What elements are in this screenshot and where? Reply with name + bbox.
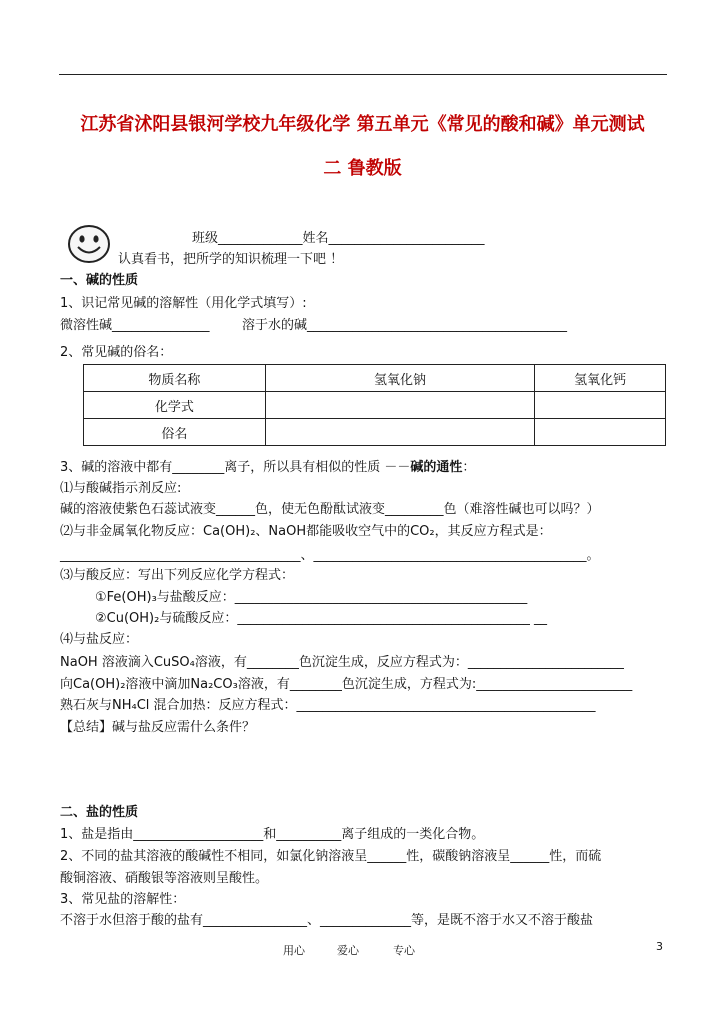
class-name-fields: 班级_____________姓名________________________ [192, 231, 485, 246]
s1-q1: 1、识记常见碱的溶解性（用化学式填写）: [60, 296, 307, 311]
s1-p1-text: 碱的溶液使紫色石蕊试液变______色，使无色酚酞试液变_________色（难溶性碱也可以吗？） [60, 502, 600, 517]
s1-summary: 【总结】碱与盐反应需什么条件？ [60, 720, 256, 735]
table-input-cell[interactable] [265, 419, 535, 446]
s1-q3-colon: ： [462, 460, 476, 475]
footer-motto-3: 专心 [393, 944, 415, 957]
s2-q1: 1、盐是指由____________________和__________离子组成的一类化合物。 [60, 827, 485, 842]
s1-q1-line-b: 溶于水的碱________________________________________ [242, 318, 568, 333]
table-header-row [84, 365, 666, 392]
table-input-cell[interactable] [265, 392, 535, 419]
page-number: 3 [656, 940, 663, 953]
s1-p3: ⑶与酸反应：写出下列反应化学方程式： [60, 568, 295, 583]
table-row [84, 392, 666, 419]
footer-motto-2: 爱心 [337, 944, 359, 957]
table-header-cell: 物质名称 [84, 365, 266, 392]
s1-p1: ⑴与酸碱指示剂反应: [60, 481, 182, 496]
s1-q3-bold: 碱的通性 [410, 460, 463, 475]
table-header-cell: 氢氧化钙 [535, 365, 666, 392]
table-row [84, 419, 666, 446]
s2-q3-a: 不溶于水但溶于酸的盐有________________、______________等，是既不溶于水又不溶于酸盐 [60, 913, 594, 928]
s1-p3-b: ②Cu(OH)₂与硫酸反应：_____________________________________________ __ [95, 611, 547, 626]
table-row-label: 俗名 [84, 419, 266, 446]
s1-p4-b: 向Ca(OH)₂溶液中滴加Na₂CO₃溶液，有________色沉淀生成，方程式为:________________________ [60, 677, 633, 692]
page-subtitle: 二 鲁教版 [323, 158, 402, 179]
table-row-label: 化学式 [84, 392, 266, 419]
smiley-icon [67, 224, 111, 264]
section1-heading: 一、碱的性质 [60, 273, 139, 288]
intro-text: 认真看书，把所学的知识梳理一下吧 ！ [118, 252, 344, 267]
page-title: 江苏省沭阳县银河学校九年级化学 第五单元《常见的酸和碱》单元测试 [80, 114, 645, 135]
s1-q3-text: 3、碱的溶液中都有________离子，所以具有相似的性质 －－ [60, 460, 411, 475]
section2-heading: 二、盐的性质 [60, 805, 139, 820]
header-rule [59, 74, 667, 75]
s1-q1-line-a: 微溶性碱_______________ [60, 318, 210, 333]
footer-motto-1: 用心 [283, 944, 305, 957]
s2-q2-b: 酸铜溶液、硝酸银等溶液则呈酸性。 [60, 871, 269, 886]
table-input-cell[interactable] [535, 419, 666, 446]
table-header-cell: 氢氧化钠 [265, 365, 535, 392]
table-input-cell[interactable] [535, 392, 666, 419]
s1-p4: ⑷与盐反应： [60, 632, 139, 647]
s2-q3: 3、常见盐的溶解性： [60, 892, 186, 907]
s1-p3-a: ①Fe(OH)₃与盐酸反应：_____________________________________________ [95, 590, 528, 605]
base-names-table [83, 364, 666, 446]
s1-p4-a: NaOH 溶液滴入CuSO₄溶液，有________色沉淀生成，反应方程式为：________________________ [60, 655, 624, 670]
s1-p2-line: _____________________________________、__________________________________________。 [60, 548, 600, 563]
s1-q2: 2、常见碱的俗名： [60, 345, 173, 360]
s1-q3 [60, 460, 475, 476]
s1-p4-c: 熟石灰与NH₄Cl 混合加热：反应方程式：______________________________________________ [60, 698, 596, 713]
s1-p2: ⑵与非金属氧化物反应：Ca(OH)₂、NaOH都能吸收空气中的CO₂，其反应方程式是： [60, 524, 552, 539]
s2-q2-a: 2、不同的盐其溶液的酸碱性不相同，如氯化钠溶液呈______性，碳酸钠溶液呈______性，而硫 [60, 849, 602, 864]
